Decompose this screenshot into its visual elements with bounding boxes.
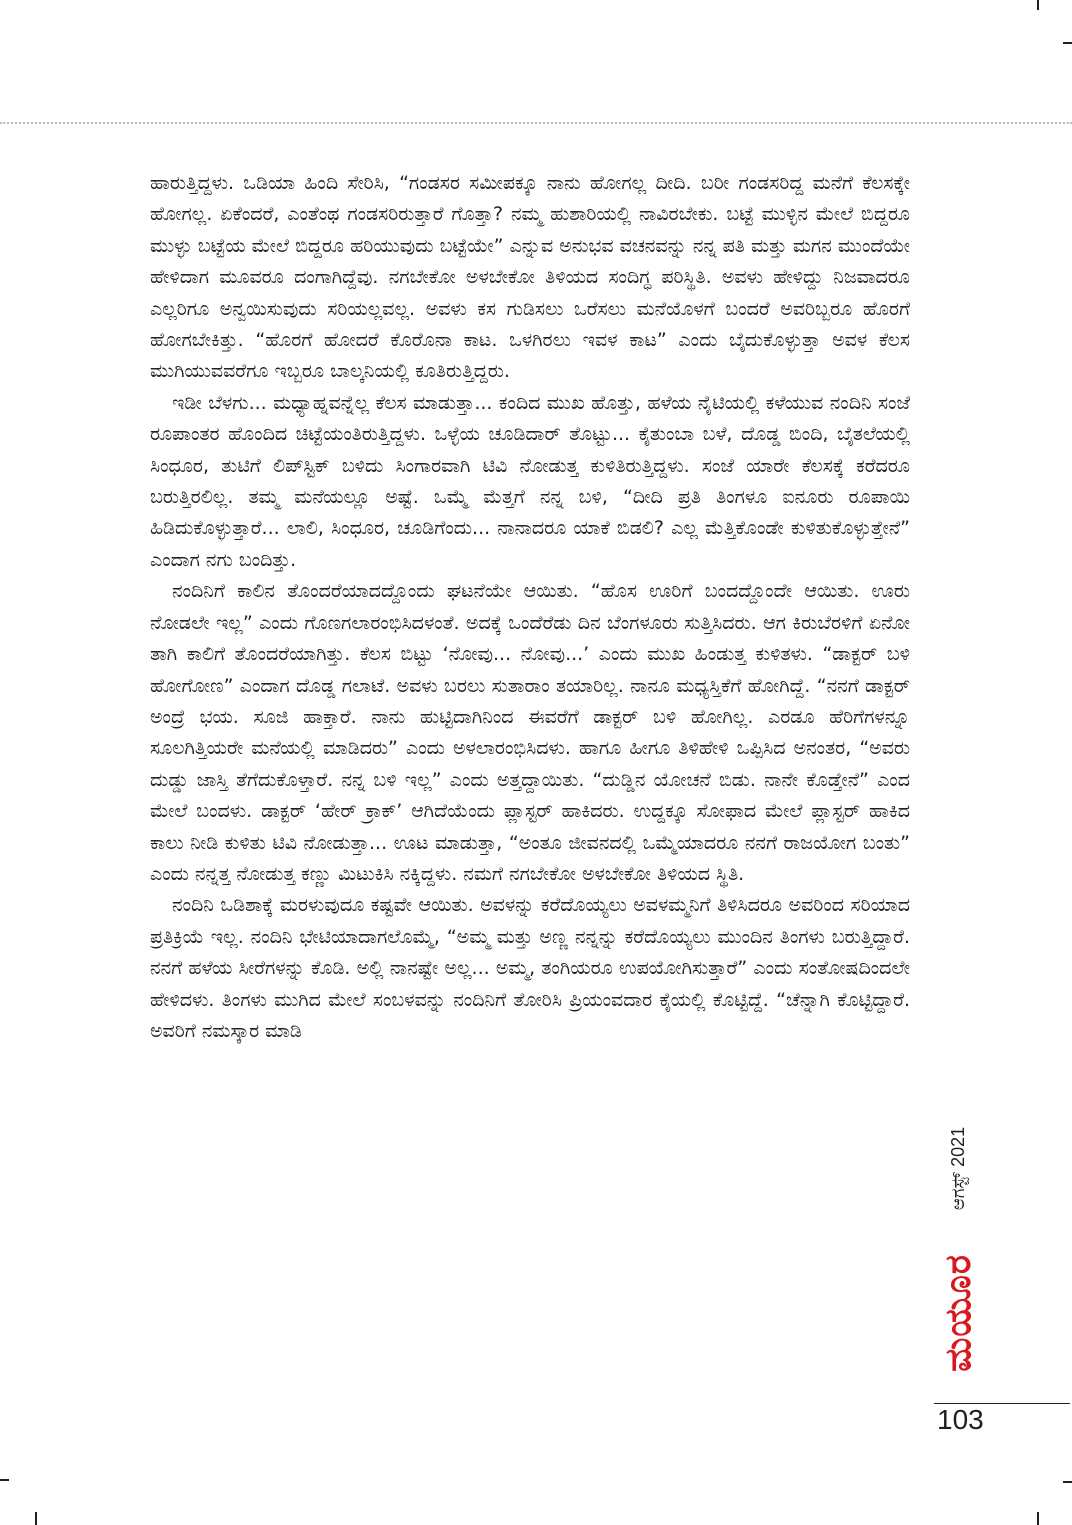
issue-date: ಆಗಸ್ಟ್ 2021	[948, 1126, 969, 1210]
paragraph: ನಂದಿನಿ ಒಡಿಶಾಕ್ಕೆ ಮರಳುವುದೂ ಕಷ್ಟವೇ ಆಯಿತು. ಅವಳನ್ನು ಕರೆದೊಯ್ಯಲು ಅವಳಮ್ಮನಿಗೆ ತಿಳಿಸಿದರೂ ಅವರಿಂದ ಸರಿಯಾದ ಪ್ರತಿಕ್ರಿಯೆ ಇಲ್ಲ. ನಂದಿನಿ ಭೇಟಿಯಾದಾಗಲೊಮ್ಮೆ, “ಅಮ್ಮ ಮತ್ತು ಅಣ್ಣ ನನ್ನನ್ನು ಕರೆದೊಯ್ಯಲು ಮುಂದಿನ ತಿಂಗಳು ಬರುತ್ತಿದ್ದಾರೆ. ನನಗೆ ಹಳೆಯ ಸೀರೆಗಳನ್ನು ಕೊಡಿ. ಅಲ್ಲಿ ನಾನಷ್ಟೇ ಅಲ್ಲ... ಅಮ್ಮ, ತಂಗಿಯರೂ ಉಪಯೋಗಿಸುತ್ತಾರೆ” ಎಂದು ಸಂತೋಷದಿಂದಲೇ ಹೇಳಿದಳು. ತಿಂಗಳು ಮುಗಿದ ಮೇಲೆ ಸಂಬಳವನ್ನು ನಂದಿನಿಗೆ ತೋರಿಸಿ ಪ್ರಿಯಂವದಾರ ಕೈಯಲ್ಲಿ ಕೊಟ್ಟಿದ್ದೆ. “ಚೆನ್ನಾಗಿ ಕೊಟ್ಟಿದ್ದಾರೆ. ಅವರಿಗೆ ನಮಸ್ಕಾರ ಮಾಡಿ	[150, 894, 910, 1042]
paragraph: ಹಾರುತ್ತಿದ್ದಳು. ಒಡಿಯಾ ಹಿಂದಿ ಸೇರಿಸಿ, “ಗಂಡಸರ ಸಮೀಪಕ್ಕೂ ನಾನು ಹೋಗಲ್ಲ ದೀದಿ. ಬರೀ ಗಂಡಸರಿದ್ದ ಮನೆಗೆ ಕೆಲಸಕ್ಕೇ ಹೋಗಲ್ಲ. ಏಕೆಂದರೆ, ಎಂತೆಂಥ ಗಂಡಸರಿರುತ್ತಾರೆ ಗೊತ್ತಾ? ನಮ್ಮ ಹುಶಾರಿಯಲ್ಲಿ ನಾವಿರಬೇಕು. ಬಟ್ಟೆ ಮುಳ್ಳಿನ ಮೇಲೆ ಬಿದ್ದರೂ ಮುಳ್ಳು ಬಟ್ಟೆಯ ಮೇಲೆ ಬಿದ್ದರೂ ಹರಿಯುವುದು ಬಟ್ಟೆಯೇ” ಎನ್ನುವ ಅನುಭವ ವಚನವನ್ನು ನನ್ನ ಪತಿ ಮತ್ತು ಮಗನ ಮುಂದೆಯೇ ಹೇಳಿದಾಗ ಮೂವರೂ ದಂಗಾಗಿದ್ದೆವು. ನಗಬೇಕೋ ಅಳಬೇಕೋ ತಿಳಿಯದ ಸಂದಿಗ್ಧ ಪರಿಸ್ಥಿತಿ. ಅವಳು ಹೇಳಿದ್ದು ನಿಜವಾದರೂ ಎಲ್ಲರಿಗೂ ಅನ್ವಯಿಸುವುದು ಸರಿಯಲ್ಲವಲ್ಲ. ಅವಳು ಕಸ ಗುಡಿಸಲು ಒರೆಸಲು ಮನೆಯೊಳಗೆ ಬಂದರೆ ಅವರಿಬ್ಬರೂ ಹೊರಗೆ ಹೋಗಬೇಕಿತ್ತು. “ಹೊರಗೆ ಹೋದರೆ ಕೊರೊನಾ ಕಾಟ. ಒಳಗಿರಲು ಇವಳ ಕಾಟ” ಎಂದು ಬೈದುಕೊಳ್ಳುತ್ತಾ ಅವಳ ಕೆಲಸ ಮುಗಿಯುವವರೆಗೂ ಇಬ್ಬರೂ ಬಾಲ್ಕನಿಯಲ್ಲಿ ಕೂತಿರುತ್ತಿದ್ದರು.	[150, 172, 910, 383]
article-body	[150, 168, 910, 1047]
magazine-side-label	[936, 1118, 982, 1398]
paragraph: ಇಡೀ ಬೆಳಗು... ಮಧ್ಯಾಹ್ನವನ್ನೆಲ್ಲ ಕೆಲಸ ಮಾಡುತ್ತಾ... ಕಂದಿದ ಮುಖ ಹೊತ್ತು, ಹಳೆಯ ನೈಟಿಯಲ್ಲಿ ಕಳೆಯುವ ನಂದಿನಿ ಸಂಜೆ ರೂಪಾಂತರ ಹೊಂದಿದ ಚಿಟ್ಟೆಯಂತಿರುತ್ತಿದ್ದಳು. ಒಳ್ಳೆಯ ಚೂಡಿದಾರ್ ತೊಟ್ಟು... ಕೈತುಂಬಾ ಬಳೆ, ದೊಡ್ಡ ಬಿಂದಿ, ಬೈತಲೆಯಲ್ಲಿ ಸಿಂಧೂರ, ತುಟಿಗೆ ಲಿಪ್‌ಸ್ಟಿಕ್ ಬಳಿದು ಸಿಂಗಾರವಾಗಿ ಟಿವಿ ನೋಡುತ್ತ ಕುಳಿತಿರುತ್ತಿದ್ದಳು. ಸಂಜೆ ಯಾರೇ ಕೆಲಸಕ್ಕೆ ಕರೆದರೂ ಬರುತ್ತಿರಲಿಲ್ಲ. ತಮ್ಮ ಮನೆಯಲ್ಲೂ ಅಷ್ಟೆ. ಒಮ್ಮೆ ಮೆತ್ತಗೆ ನನ್ನ ಬಳಿ, “ದೀದಿ ಪ್ರತಿ ತಿಂಗಳೂ ಐನೂರು ರೂಪಾಯಿ ಹಿಡಿದುಕೊಳ್ಳುತ್ತಾರೆ... ಲಾಲಿ, ಸಿಂಧೂರ, ಚೂಡಿಗೆಂದು... ನಾನಾದರೂ ಯಾಕೆ ಬಿಡಲಿ? ಎಲ್ಲ ಮೆತ್ತಿಕೊಂಡೇ ಕುಳಿತುಕೊಳ್ಳುತ್ತೇನೆ” ಎಂದಾಗ ನಗು ಬಂದಿತ್ತು.	[150, 391, 910, 571]
page-number: 103	[937, 1404, 984, 1435]
header-dotted-rule	[0, 122, 1072, 124]
crop-mark	[1037, 1512, 1039, 1525]
crop-mark	[1037, 0, 1039, 10]
crop-mark	[0, 1479, 9, 1481]
magazine-logo	[936, 1228, 982, 1398]
crop-mark	[1063, 1481, 1072, 1483]
issue-date-wrap	[936, 1118, 982, 1218]
paragraph: ನಂದಿನಿಗೆ ಕಾಲಿನ ತೊಂದರೆಯಾದದ್ದೊಂದು ಘಟನೆಯೇ ಆಯಿತು. “ಹೊಸ ಊರಿಗೆ ಬಂದದ್ದೊಂದೇ ಆಯಿತು. ಊರು ನೋಡಲೇ ಇಲ್ಲ” ಎಂದು ಗೊಣಗಲಾರಂಭಿಸಿದಳಂತೆ. ಅದಕ್ಕೆ ಒಂದೆರೆಡು ದಿನ ಬೆಂಗಳೂರು ಸುತ್ತಿಸಿದರು. ಆಗ ಕಿರುಬೆರಳಿಗೆ ಏನೋ ತಾಗಿ ಕಾಲಿಗೆ ತೊಂದರೆಯಾಗಿತ್ತು. ಕೆಲಸ ಬಿಟ್ಟು ‘ನೋವು... ನೋವು...’ ಎಂದು ಮುಖ ಹಿಂಡುತ್ತ ಕುಳಿತಳು. “ಡಾಕ್ಟರ್ ಬಳಿ ಹೋಗೋಣ” ಎಂದಾಗ ದೊಡ್ಡ ಗಲಾಟೆ. ಅವಳು ಬರಲು ಸುತಾರಾಂ ತಯಾರಿಲ್ಲ. ನಾನೂ ಮಧ್ಯಸ್ತಿಕೆಗೆ ಹೋಗಿದ್ದೆ. “ನನಗೆ ಡಾಕ್ಟರ್ ಅಂದ್ರೆ ಭಯ. ಸೂಜಿ ಹಾಕ್ತಾರೆ. ನಾನು ಹುಟ್ಟಿದಾಗಿನಿಂದ ಈವರೆಗೆ ಡಾಕ್ಟರ್ ಬಳಿ ಹೋಗಿಲ್ಲ. ಎರಡೂ ಹೆರಿಗೆಗಳನ್ನೂ ಸೂಲಗಿತ್ತಿಯರೇ ಮನೆಯಲ್ಲಿ ಮಾಡಿದರು” ಎಂದು ಅಳಲಾರಂಭಿಸಿದಳು. ಹಾಗೂ ಹೀಗೂ ತಿಳಿಹೇಳಿ ಒಪ್ಪಿಸಿದ ಅನಂತರ, “ಅವರು ದುಡ್ಡು ಜಾಸ್ತಿ ತೆಗೆದುಕೊಳ್ತಾರೆ. ನನ್ನ ಬಳಿ ಇಲ್ಲ” ಎಂದು ಅತ್ತದ್ದಾಯಿತು. “ದುಡ್ಡಿನ ಯೋಚನೆ ಬಿಡು. ನಾನೇ ಕೊಡ್ತೇನೆ” ಎಂದ ಮೇಲೆ ಬಂದಳು. ಡಾಕ್ಟರ್ ‘ಹೇರ್ ಕ್ರಾಕ್’ ಆಗಿದೆಯೆಂದು ಪ್ಲಾಸ್ಟರ್ ಹಾಕಿದರು. ಉದ್ದಕ್ಕೂ ಸೋಫಾದ ಮೇಲೆ ಪ್ಲಾಸ್ಟರ್ ಹಾಕಿದ ಕಾಲು ನೀಡಿ ಕುಳಿತು ಟಿವಿ ನೋಡುತ್ತಾ... ಊಟ ಮಾಡುತ್ತಾ, “ಅಂತೂ ಜೀವನದಲ್ಲಿ ಒಮ್ಮೆಯಾದರೂ ನನಗೆ ರಾಜಯೋಗ ಬಂತು” ಎಂದು ನನ್ನತ್ತ ನೋಡುತ್ತ ಕಣ್ಣು ಮಿಟುಕಿಸಿ ನಕ್ಕಿದ್ದಳು. ನಮಗೆ ನಗಬೇಕೋ ಅಳಬೇಕೋ ತಿಳಿಯದ ಸ್ಥಿತಿ.	[150, 580, 910, 885]
crop-mark	[35, 1512, 37, 1525]
magazine-name: ಮಯೂರ	[938, 1254, 979, 1372]
crop-mark	[1063, 42, 1072, 44]
